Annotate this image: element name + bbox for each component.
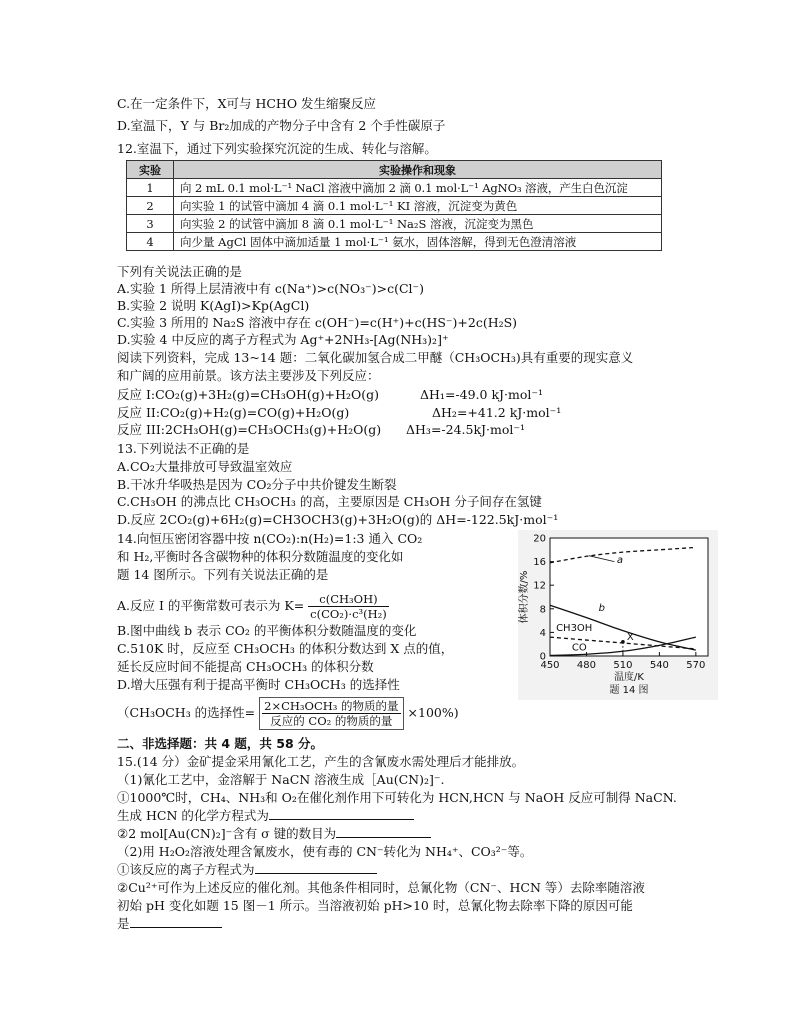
answer-blank[interactable] <box>269 807 414 820</box>
q11-option-d: D.室温下，Y 与 Br₂加成的产物分子中含有 2 个手性碳原子 <box>117 118 446 133</box>
reaction-1-dh: ΔH₁=-49.0 kJ·mol⁻¹ <box>420 387 543 402</box>
point-x-marker <box>621 640 625 644</box>
experiment-table <box>126 160 662 251</box>
table-row: 2 向实验 1 的试管中滴加 4 滴 0.1 mol·L⁻¹ KI 溶液，沉淀变为黄色 <box>127 197 662 215</box>
q14-option-d: D.增大压强有利于提高平衡时 CH₃OCH₃ 的选择性 <box>117 677 400 692</box>
q14-stem-3: 题 14 图所示。下列有关说法正确的是 <box>117 567 329 582</box>
q12-option-b: B.实验 2 说明 K(AgI)>Kp(AgCl) <box>117 298 310 313</box>
reaction-1: 反应 I:CO₂(g)+3H₂(g)=CH₃OH(g)+H₂O(g) <box>117 387 380 402</box>
series-label-b: b <box>598 603 605 615</box>
table-row: 4 向少量 AgCl 固体中滴加适量 1 mol·L⁻¹ 氨水，固体溶解，得到无色澄清溶液 <box>127 233 662 251</box>
table-row: 3 向实验 2 的试管中滴加 8 滴 0.1 mol·L⁻¹ Na₂S 溶液，沉淀变为黑色 <box>127 215 662 233</box>
x-tick-label: 450 <box>540 660 560 671</box>
reaction-2-dh: ΔH₂=+41.2 kJ·mol⁻¹ <box>432 405 562 420</box>
q15-part1-1b: 生成 HCN 的化学方程式为 <box>117 807 414 824</box>
q15-part2-2a: ②Cu²⁺可作为上述反应的催化剂。其他条件相同时，总氰化物（CN⁻、HCN 等）去除率随溶液 <box>117 880 645 895</box>
figure-14-chart <box>518 530 718 700</box>
y-tick-label: 0 <box>539 651 546 663</box>
table-header-no: 实验 <box>127 161 174 179</box>
q13-option-b: B.干冰升华吸热是因为 CO₂分子中共价键发生断裂 <box>117 477 397 492</box>
q13-option-a: A.CO₂大量排放可导致温室效应 <box>117 459 293 474</box>
reading-intro-2: 和广阔的应用前景。该方法主要涉及下列反应： <box>117 368 380 383</box>
reading-intro-1: 阅读下列资料，完成 13~14 题：二氧化碳加氢合成二甲醚（CH₃OCH₃)具有重要的现实意义 <box>117 350 634 365</box>
section-heading: 二、非选择题：共 4 题，共 58 分。 <box>117 736 324 751</box>
table-row: 1 向 2 mL 0.1 mol·L⁻¹ NaCl 溶液中滴加 2 滴 0.1 mol·L⁻¹ AgNO₃ 溶液，产生白色沉淀 <box>127 179 662 197</box>
q14-option-a: A.反应 I 的平衡常数可表示为 K= $\frac{\text{c(CH₃OH)}}{\text{c(CO₂)·c³(H₂)}}$ <box>117 592 387 621</box>
y-tick-label: 4 <box>539 627 546 639</box>
q15-part1-2: ②2 mol[Au(CN)₂]⁻含有 σ 键的数目为 <box>117 825 431 842</box>
q12-option-c: C.实验 3 所用的 Na₂S 溶液中存在 c(OH⁻)=c(H⁺)+c(HS⁻)+2c(H₂S) <box>117 315 518 330</box>
answer-blank[interactable] <box>130 915 222 928</box>
y-tick-label: 16 <box>533 557 546 569</box>
y-tick-label: 12 <box>533 580 546 592</box>
q15-part1-1: ①1000℃时，CH₄、NH₃和 O₂在催化剂作用下可转化为 HCN,HCN 与 NaOH 反应可制得 NaCN. <box>117 790 677 805</box>
q14-option-c-1: C.510K 时，反应至 CH₃OCH₃ 的体积分数达到 X 点的值， <box>117 641 454 656</box>
q14-stem-2: 和 H₂,平衡时各含碳物种的体积分数随温度的变化如 <box>117 549 404 564</box>
reaction-2: 反应 II:CO₂(g)+H₂(g)=CO(g)+H₂O(g) <box>117 405 350 420</box>
q13-option-d: D.反应 2CO₂(g)+6H₂(g)=CH3OCH3(g)+3H₂O(g)的 ΔH=-122.5kJ·mol⁻¹ <box>117 512 559 527</box>
y-axis-label: 体积分数/% <box>519 570 530 624</box>
q14-option-c-2: 延长反应时间不能提高 CH₃OCH₃ 的体积分数 <box>117 659 374 674</box>
series-label-co: CO <box>571 642 587 654</box>
series-label-a: a <box>616 554 623 566</box>
q15-stem: 15.(14 分）金矿提金采用氰化工艺，产生的含氰废水需处理后才能排放。 <box>117 754 525 769</box>
y-tick-label: 8 <box>539 604 546 616</box>
x-tick-label: 570 <box>686 660 706 671</box>
q15-part2: （2)用 H₂O₂溶液处理含氰废水，使有毒的 CN⁻转化为 NH₄⁺、CO₃²⁻等。 <box>117 844 533 859</box>
table-header-desc: 实验操作和现象 <box>174 161 662 179</box>
q15-part2-2c: 是 <box>117 915 222 932</box>
series-label-ch3oh: CH3OH <box>556 623 593 635</box>
q11-option-c: C.在一定条件下，X可与 HCHO 发生缩聚反应 <box>117 96 377 111</box>
point-x-label: X <box>626 631 634 643</box>
selectivity-formula: （CH₃OCH₃ 的选择性= $\frac{\text{2×CH₃OCH₃ 的物质的量}}{\text{反应的 CO₂ 的物质的量}}$ ×100%) <box>117 699 459 728</box>
x-tick-label: 480 <box>576 660 597 671</box>
q12-prompt: 下列有关说法正确的是 <box>117 264 243 279</box>
answer-blank[interactable] <box>255 861 377 874</box>
answer-blank[interactable] <box>336 825 431 838</box>
reaction-3: 反应 III:2CH₃OH(g)=CH₃OCH₃(g)+H₂O(g) <box>117 422 382 437</box>
q13-option-c: C.CH₃OH 的沸点比 CH₃OCH₃ 的高，主要原因是 CH₃OH 分子间存在氢键 <box>117 494 542 509</box>
figure-caption: 题 14 图 <box>609 685 649 696</box>
q15-part2-1: ①该反应的离子方程式为 <box>117 861 377 878</box>
x-axis-label: 温度/K <box>614 672 644 683</box>
q13-stem: 13.下列说法不正确的是 <box>117 441 250 456</box>
y-tick-label: 20 <box>533 533 546 545</box>
q12-stem: 12.室温下，通过下列实验探究沉淀的生成、转化与溶解。 <box>117 141 437 156</box>
q12-option-d: D.实验 4 中反应的离子方程式为 Ag⁺+2NH₃-[Ag(NH₃)₂]⁺ <box>117 332 449 347</box>
q15-part1: （1)氰化工艺中，金溶解于 NaCN 溶液生成［Au(CN)₂]⁻. <box>117 772 445 787</box>
x-tick-label: 540 <box>649 660 669 671</box>
q14-option-b: B.图中曲线 b 表示 CO₂ 的平衡体积分数随温度的变化 <box>117 623 417 638</box>
x-tick-label: 510 <box>613 660 633 671</box>
reaction-3-dh: ΔH₃=-24.5kJ·mol⁻¹ <box>406 422 526 437</box>
q12-option-a: A.实验 1 所得上层清液中有 c(Na⁺)>c(NO₃⁻)>c(Cl⁻) <box>117 281 425 296</box>
q15-part2-2b: 初始 pH 变化如题 15 图－1 所示。当溶液初始 pH>10 时，总氰化物去除率下降的原因可能 <box>117 898 633 913</box>
equilibrium-constant-fraction: $\frac{\text{c(CH₃OH)}}{\text{c(CO₂)·c³(H₂)}}$ <box>310 592 387 621</box>
q14-stem-1: 14.向恒压密闭容器中按 n(CO₂):n(H₂)=1:3 通入 CO₂ <box>117 531 423 546</box>
